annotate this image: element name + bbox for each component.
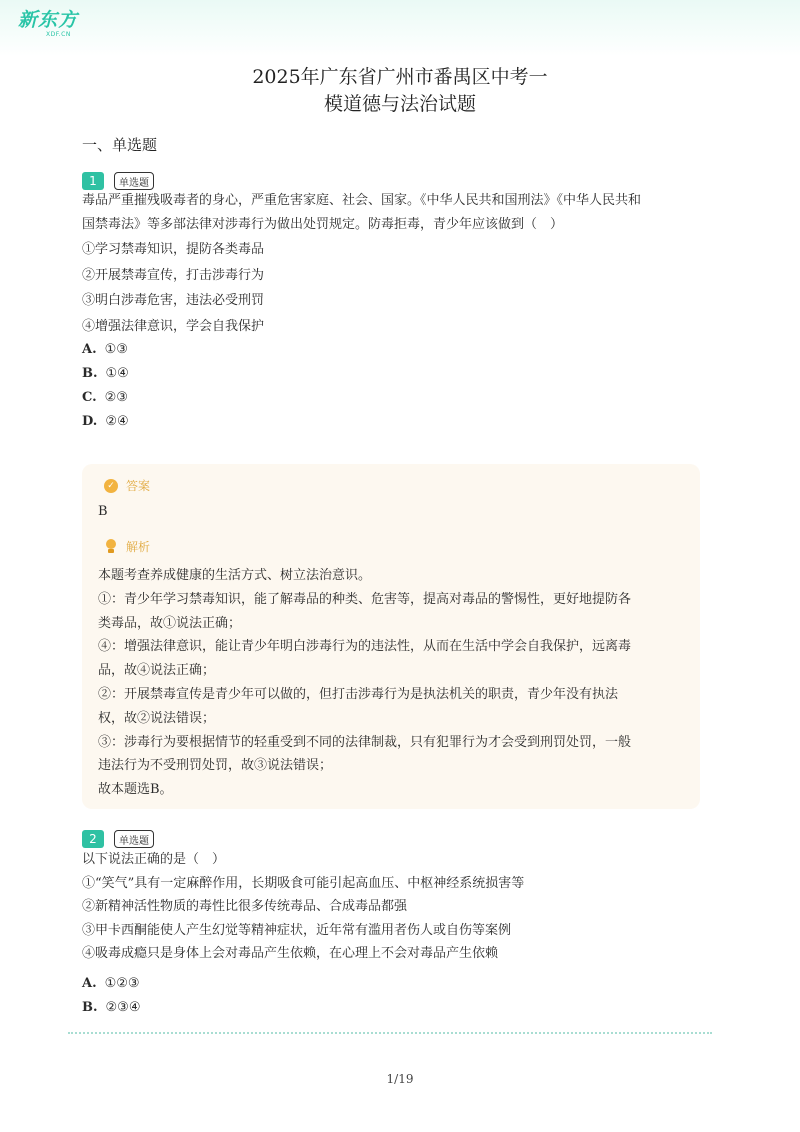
option-a [82, 340, 128, 360]
statement-item: ②开展禁毒宣传，打击涉毒行为 [82, 267, 265, 283]
logo-subtext: XDF.CN [46, 31, 71, 38]
option-text: ②③ [104, 390, 128, 405]
answer-label: 答案 [126, 479, 151, 493]
analysis-line: 品，故④说法正确； [98, 663, 216, 679]
page-title [0, 64, 800, 118]
xdf-logo [18, 9, 88, 41]
analysis-line: ④：增强法律意识，能让青少年明白涉毒行为的违法性，从而在生活中学会自我保护，远离毒 [98, 639, 632, 655]
stem-line: 国禁毒法》等多部法律对涉毒行为做出处罚规定。防毒拒毒，青少年应该做到（ ） [82, 216, 564, 232]
option-key: C. [82, 390, 97, 405]
question-type-tag: 单选题 [114, 830, 154, 848]
question-1-header [82, 171, 154, 191]
analysis-line: 故本题选B。 [98, 782, 173, 798]
question-number-badge: 1 [82, 172, 104, 190]
option-text: ②③④ [105, 1000, 141, 1015]
option-b [82, 364, 129, 384]
option-key: A. [82, 342, 97, 357]
check-icon: ✓ [104, 479, 118, 493]
analysis-line: ②：开展禁毒宣传是青少年可以做的，但打击涉毒行为是执法机关的职责，青少年没有执法 [98, 686, 619, 702]
analysis-line: ①：青少年学习禁毒知识，能了解毒品的种类、危害等，提高对毒品的警惕性，更好地提防各 [98, 591, 632, 607]
section-heading: 一、单选题 [82, 136, 158, 154]
option-d [82, 412, 129, 432]
analysis-line: 权，故②说法错误； [98, 710, 216, 726]
analysis-line: 违法行为不受刑罚处罚，故③说法错误； [98, 758, 333, 774]
statement-item: ④吸毒成瘾只是身体上会对毒品产生依赖，在心理上不会对毒品产生依赖 [82, 946, 499, 961]
title-line-2: 模道德与法治试题 [323, 93, 476, 115]
question-2-header [82, 829, 154, 849]
question-type-tag: 单选题 [114, 172, 154, 190]
analysis-tag [104, 538, 150, 555]
analysis-line: 类毒品，故①说法正确； [98, 615, 242, 631]
statement-item: ①学习禁毒知识，提防各类毒品 [82, 242, 265, 257]
statement-item: ③甲卡西酮能使人产生幻觉等精神症状，近年常有滥用者伤人或自伤等案例 [82, 922, 512, 938]
lightbulb-icon [104, 539, 118, 555]
question-number-badge: 2 [82, 830, 104, 848]
option-a [82, 974, 140, 994]
option-key: B. [82, 366, 98, 381]
statement-item: ②新精神活性物质的毒性比很多传统毒品、合成毒品都强 [82, 899, 408, 914]
option-text: ①③ [104, 342, 128, 357]
stem-line: 以下说法正确的是（ ） [82, 852, 226, 867]
analysis-label: 解析 [126, 540, 151, 554]
option-key: A. [82, 976, 97, 991]
statement-item: ④增强法律意识，学会自我保护 [82, 318, 265, 334]
stem-line: 毒品严重摧残吸毒者的身心，严重危害家庭、社会、国家。《中华人民共和国刑法》《中华人民共和 [82, 193, 642, 208]
analysis-line: ③：涉毒行为要根据情节的轻重受到不同的法律制裁，只有犯罪行为才会受到刑罚处罚，一般 [98, 734, 632, 750]
question-1-stem [82, 189, 702, 338]
header-band [0, 0, 800, 56]
question-2-stem [82, 848, 702, 966]
option-text: ①②③ [104, 976, 140, 991]
answer-panel [82, 464, 700, 809]
option-c [82, 388, 128, 408]
analysis-line: 本题考查养成健康的生活方式、树立法治意识。 [98, 568, 372, 583]
page-divider [68, 1032, 712, 1034]
statement-item: ③明白涉毒危害，违法必受刑罚 [82, 293, 265, 308]
option-text: ①④ [105, 366, 129, 381]
option-key: B. [82, 1000, 98, 1015]
answer-tag [104, 477, 150, 494]
analysis-text [98, 564, 688, 802]
answer-value: B [98, 504, 108, 519]
option-b [82, 998, 140, 1018]
page-number: 1/19 [386, 1072, 414, 1086]
statement-item: ①“笑气”具有一定麻醉作用，长期吸食可能引起高血压、中枢神经系统损害等 [82, 875, 525, 891]
option-text: ②④ [105, 414, 129, 429]
title-line-1: 2025年广东省广州市番禺区中考一 [252, 66, 548, 88]
logo-text: 新东方 [18, 9, 79, 31]
option-key: D. [82, 414, 98, 429]
